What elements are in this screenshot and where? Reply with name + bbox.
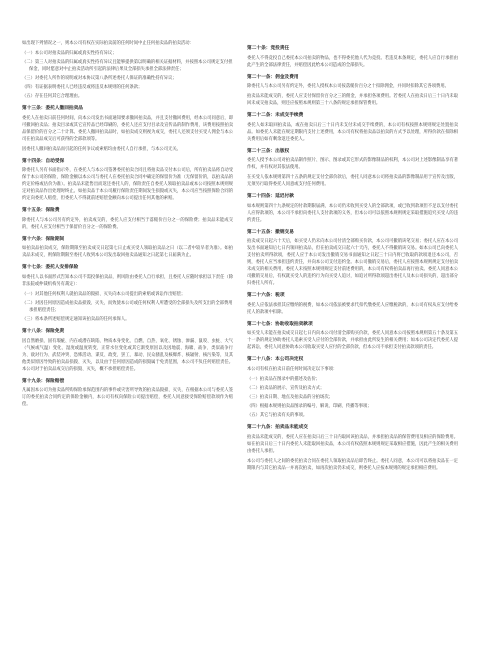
clause-list-item: （五）存在任何其它合理理由。 [22, 94, 83, 100]
article-heading: 第二十九条：拍卖品未能成交 [247, 425, 308, 431]
clause-list-item: （三）对委托人所作的说明或对本协议第八条所述委托人保证的准确性持有异议； [22, 76, 177, 82]
paragraph: 本公司与委托人之间的委托拍卖合同在委托人领取拍卖品后即告终止。委托人同意，本公司可以将拍卖品在一定期限内与其它拍卖品一并再次拍卖，如再次拍卖仍未成交，则委托人应按本规则的规定承担相应费用。 [247, 458, 458, 471]
paragraph: 拍卖品未能成交的，委托人应在拍卖日后三十日内取回该拍卖品，并承担拍卖品的保管费用及相应的保险费用。如在拍卖日后三十日内委托人未能取回拍卖品，本公司有权依照本规则规定采取相应措施，因此产生的相关费用由委托人承担。 [247, 434, 458, 454]
paragraph: 如拍卖品拍卖成交，保险期限至拍卖成交日起第七日止或买受人领取拍卖品之日（以二者中较早者为准）。如拍卖品未成交，则保险期限至委托人收到本公司发出取回拍卖品通知之日起第七日届满为止。 [22, 246, 233, 259]
paragraph: 委托人不得竞投自己委托本公司拍卖的物品，也不得委托他人代为竞投。若违反本条规定，委托人应自行承担由此产生的全部法律责任，并赔偿因此给本公司造成的全部损失。 [247, 55, 458, 68]
clause-list [247, 376, 458, 419]
paragraph: 如出现下列情况之一，则本公司有权在实际拍卖前的任何时间中止任何拍卖品的拍卖活动： [22, 41, 194, 46]
paragraph: 委托人如未取回拍卖品，或在拍卖日后三十日内未支付未成交手续费的，本公司有权按照本规则规定处置拍卖品。如委托人未能在规定期限内支付上述费用，本公司有权将拍卖品以拍卖的方式予以处理，所得价款在扣除相关费用后如有剩余返还委托人。 [247, 122, 458, 142]
article-heading: 第十四条：自动受保 [22, 158, 65, 164]
clause-list-item: （三）拍卖日期、地点及拍卖品的分拍场次； [247, 395, 333, 401]
paragraph: 凡属因本公司为拍卖品所购保险承保范围内的事件或灾害所导致的拍卖品毁损、灭失，在根据本公司与委托人签订的委托拍卖合同约定的保险金额内，本公司有权向保险公司提出赔偿，委托人同意接受保险赔偿款项作为赔偿。 [22, 388, 233, 408]
paragraph: 拍卖成交日起六十天后，如买受人仍未向本公司付清全部购买价款，本公司可撤销该笔交易；委托人应在本公司发出书面通知后七日内领回拍卖品，但在拍卖成交日起六十天内，委托人不得撤销该交易。如本公司已向委托人支付拍卖所得款项，委托人应于本公司发出撤销交易书面通知之日起三十日内将已收取的款项退还本公司，否则，委托人应当承担违约责任，并向本公司支付违约金。本公司撤销交易后，委托人应按照本规则规定支付拍卖未成交的相关费用，委托人未按照本规则规定支付前述费用的，本公司有权将拍卖品再行拍卖。委托人同意本公司撤销交易后，有权就买受人的违约行为向买受人追讨，如追讨所得款项超出委托人及本公司损失的，超出部分归委托人所有。 [247, 239, 458, 287]
clause-list [22, 291, 233, 323]
paragraph: 如本规则第四十九条规定的付款期限届满，本公司仍未收到买受人的全部款项，或已收到款项但不足以支付委托人应得款项的，本公司不承担向委托人支付款项的义务，但本公司可以依照本规则规定采取措施追究买受人的违约责任。 [247, 203, 458, 223]
clause-list-item: （二）拍卖品的展示、宣传及拍卖方式； [247, 386, 325, 392]
right-column [247, 40, 458, 641]
article-heading: 第十七条：委托人安排保险 [22, 265, 79, 271]
paragraph: 本公司有权在拍卖日前任何时间决定以下事项： [247, 366, 338, 372]
article-heading: 第十六条：保险期间 [22, 236, 65, 242]
article-heading: 第二十七条：协助收取拍卖款项 [247, 321, 313, 327]
clause-list-item: （五）其它与拍卖有关的事项。 [247, 413, 308, 419]
paragraph: 委托人授予本公司对拍卖品制作照片、图示、图录或其它形式的影像制品的权利，本公司对上述影像制品享有著作权，并有权对其依法使用。 [247, 158, 458, 171]
paragraph: 因委托人撤回拍卖品而引起的任何争议或索赔均由委托人自行承担，与本公司无关。 [22, 146, 181, 152]
article-heading: 第十九条：保险赔偿 [22, 378, 65, 384]
paragraph: 除委托人与本公司另有约定外，委托人授权本公司按落槌价百分之十扣除佣金，并同时扣除其它各项费用。 [247, 84, 449, 89]
article-heading: 第二十五条：撤销交易 [247, 229, 294, 235]
article-heading: 第二十八条：本公司决定权 [247, 357, 304, 363]
article-heading: 第十五条：保险费 [22, 208, 60, 214]
clause-list-item: （四）根据本规则拍卖品图录的编号、解说、印刷、传播等事项； [247, 404, 372, 410]
paragraph: 在买受人依本规则第四十五条的规定支付全部价款后，委托人同意本公司将拍卖品的影像制品用于宣传及出版，无须另行取得委托人同意或支付任何费用。 [247, 175, 458, 188]
clause-list [22, 50, 233, 100]
article-heading: 第二十条：竞投责任 [247, 46, 290, 51]
paragraph: 如买受人未能在拍卖成交日起七日内向本公司付清全部购买价款，委托人同意本公司按照本规则第五十条及第五十一条的规定协助委托人追索买受人应付的全部价款，并承担由此所发生的相关费用；如本公司决定代委托人提起诉讼，委托人同意协助本公司收取买受人应付的全部价款，但本公司不承担支付拍卖款项的责任。 [247, 331, 458, 351]
clause-list-item: （四）有证据表明委托人已经违反或将违反本规则的任何条款； [22, 85, 143, 91]
left-column [22, 40, 233, 641]
article-heading: 第十八条：保险免责 [22, 329, 65, 335]
clause-list-item: （一）拍卖品在图录中的描述及估价； [247, 377, 321, 383]
article-heading: 第十三条：委托人撤回拍卖品 [22, 106, 83, 112]
paragraph: 除委托人另有书面指示外，在委托人与本公司签署委托拍卖合同且将拍卖品交付本公司后，所有拍卖品将自动受保于本公司的保险，保险金额以本公司与委托人在委托拍卖合同中确定的保留价为准（无保留价的，以拍卖品的约定价格或估价为准）。拍卖品未能售出而返还委托人的，保险责任自委托人领取拍卖品或本公司按照本规则规定对拍卖品作出处理时终止。如拍卖品于本公司履行保险责任期间发生损毁或灭失，本公司应当按照保险合同的约定向委托人赔偿，但委托人不得就前述赔偿金额向本公司提出任何其他的索赔。 [22, 168, 233, 202]
clause-list-item: （二）第三人对拍卖品的归属或真实性持有异议且能够提供第以明确的相关证据材料，并按照本公司规定支付担保金，同时愿意对中止拍卖活动所引起的法律后果及全部损失承担全部法律责任； [22, 60, 233, 73]
paragraph: 因自然磨损、固有瑕疵、内在或潜在缺陷、物质本身变化、自燃、自热、氧化、锈蚀、渗漏、鼠咬、虫蛀、大气（气候或气温）变化、湿度或温度转变、正常水位变化或其它渐变原因以及因地震、海啸、战争、类似战争行为、敌对行为、武装冲突、恐怖活动、谋反、政变、罢工、暴动、民众骚乱及核爆炸、核辐射、核污染等，及其他类似原因导致的拍卖品损毁、灭失，以及由于任何原因造成的损毁属于免责范围，本公司不负任何赔偿责任。本公司对于拍卖品成交后的损毁、灭失，概不承担赔偿责任。 [22, 338, 233, 372]
clause-list-item: （二）对因任何原因造成拍卖品损毁、灭失，而致使本公司或任何权利人所遭受的全部损失及所支出的全部费用承担赔偿责任； [22, 301, 233, 314]
article-heading: 第二十一条：佣金及费用 [247, 74, 299, 80]
paragraph: 如委托人以书面形式告知本公司不需投保拍卖品，则风险由委托人自行承担，且委托人应随时承担以下责任（除非法院或仲裁机构另有裁定）： [22, 274, 233, 287]
clause-list-item: （一）本公司对拍卖品的归属或真实性持有异议； [22, 51, 117, 57]
clause-list-item: （一）对其他任何权利人就拍卖品的毁损、灭失向本公司提出的索赔或诉讼作出赔偿； [22, 292, 186, 298]
article-heading: 第二十三条：出版权 [247, 148, 290, 154]
paragraph: 除委托人与本公司另有约定外，拍卖成交的，委托人应支付相当于落槌价百分之一的保险费；拍卖品未能成交的，委托人应支付相当于保留价百分之一的保险费。 [22, 217, 233, 230]
article-heading: 第二十六条：税项 [247, 293, 285, 299]
paragraph: 委托人应依法承担其应缴纳的税费，如本公司依法被要求代扣代缴委托人应缴税款的，本公司有权从应支付给委托人的款项中扣除。 [247, 302, 458, 315]
paragraph: 委托人在拍卖日前任何时间，向本公司发出书面通知要求撤回拍卖品，并且支付撤回费用，经本公司同意后，即可撤回拍卖品；拍卖目录或其它宣传品已经印刷的，委托人还应支付目录及宣传品的制作费用，该费用按照拍卖品保留价的百分之二十计算。委托人撤回拍卖品时，如拍卖成交则视为成交，委托人还须支付买受人佣金与本公司在拍卖品成交后可获得的全部款项等。 [22, 115, 233, 142]
article-heading: 第二十四条：延迟付款 [247, 194, 294, 200]
article-heading: 第二十二条：未成交手续费 [247, 113, 304, 119]
paragraph: 拍卖品未能成交的，委托人应支付保留价百分之三的佣金，并承担各项费用。若委托人在拍卖日后三十日内未取回未成交拍卖品，则还应按照本规则第三十八条的规定承担保管费用。 [247, 94, 458, 107]
clause-list-item: （三）将本条所述赔偿规定通知该拍卖品的任何承保人。 [22, 317, 130, 323]
